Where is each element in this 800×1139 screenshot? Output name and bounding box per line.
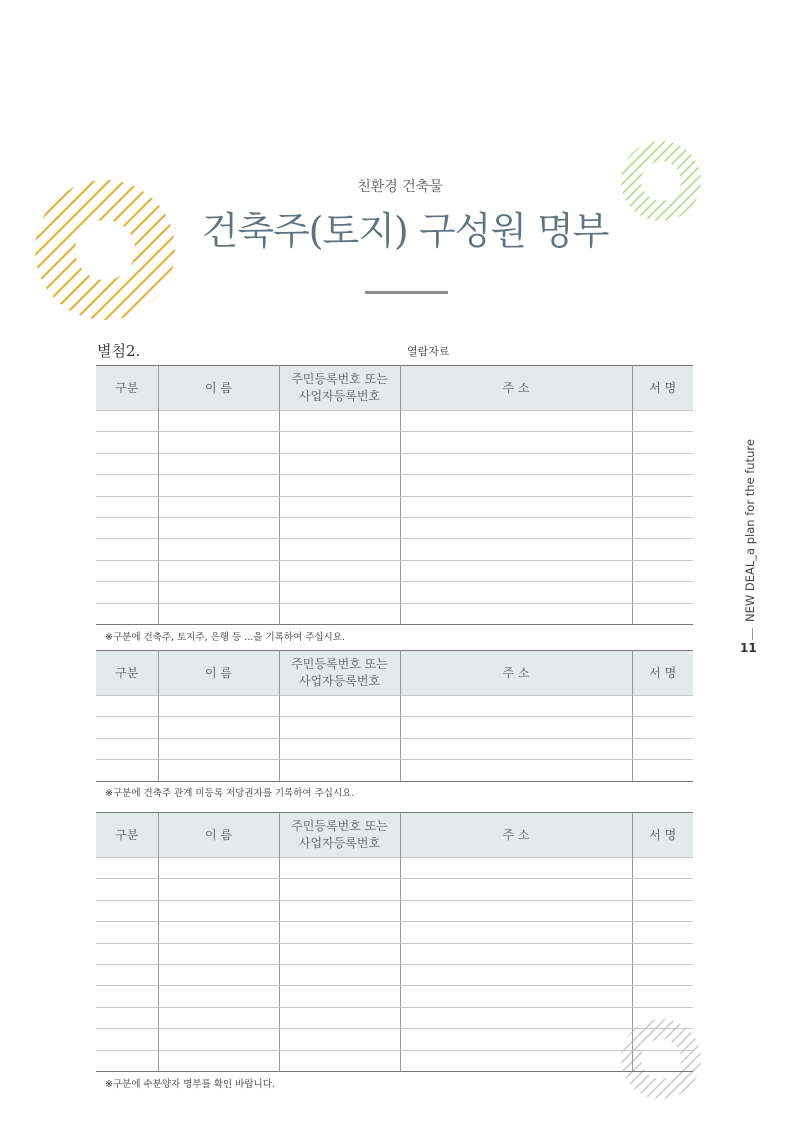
address-cell[interactable]	[400, 517, 632, 538]
name-cell[interactable]	[158, 943, 279, 964]
address-cell[interactable]	[400, 582, 632, 603]
category-cell[interactable]	[96, 539, 158, 560]
id-number-cell[interactable]	[279, 475, 400, 496]
name-cell[interactable]	[158, 900, 279, 921]
address-cell[interactable]	[400, 560, 632, 581]
public-label: 열람자료	[407, 345, 450, 358]
page-title: 건축주(토지) 구성원 명부	[201, 209, 609, 253]
table-body	[96, 696, 693, 782]
header-signature: 서 명	[632, 651, 693, 696]
address-cell[interactable]	[400, 738, 632, 759]
category-cell[interactable]	[96, 1029, 158, 1050]
table-header-row	[96, 651, 693, 696]
header-signature: 서 명	[632, 366, 693, 411]
id-number-cell[interactable]	[279, 964, 400, 985]
name-cell[interactable]	[158, 717, 279, 738]
category-cell[interactable]	[96, 717, 158, 738]
id-number-cell[interactable]	[279, 900, 400, 921]
table-row	[96, 696, 693, 717]
header-id-line2: 사업자등록번호	[298, 389, 381, 403]
category-cell[interactable]	[96, 475, 158, 496]
table-note-2: ※구분에 건축주 관계 미등록 저당권자를 기록하여 주십시요.	[105, 788, 355, 799]
id-number-cell[interactable]	[279, 560, 400, 581]
signature-cell[interactable]	[632, 603, 693, 624]
name-cell[interactable]	[158, 453, 279, 474]
table-row	[96, 517, 693, 538]
id-number-cell[interactable]	[279, 539, 400, 560]
name-cell[interactable]	[158, 986, 279, 1007]
table-row	[96, 582, 693, 603]
signature-cell[interactable]	[632, 900, 693, 921]
id-number-cell[interactable]	[279, 738, 400, 759]
id-number-cell[interactable]	[279, 986, 400, 1007]
address-cell[interactable]	[400, 1007, 632, 1028]
table-note-1: ※구분에 건축주, 토지주, 은행 등 ...을 기록하여 주십시요.	[105, 632, 345, 643]
signature-cell[interactable]	[632, 453, 693, 474]
table-row	[96, 560, 693, 581]
address-cell[interactable]	[400, 603, 632, 624]
table-row	[96, 1029, 693, 1050]
signature-cell[interactable]	[632, 517, 693, 538]
signature-cell[interactable]	[632, 432, 693, 453]
name-cell[interactable]	[158, 1029, 279, 1050]
table-row	[96, 603, 693, 624]
address-cell[interactable]	[400, 986, 632, 1007]
name-cell[interactable]	[158, 411, 279, 432]
address-cell[interactable]	[400, 760, 632, 781]
signature-cell[interactable]	[632, 475, 693, 496]
address-cell[interactable]	[400, 964, 632, 985]
name-cell[interactable]	[158, 582, 279, 603]
table-row	[96, 964, 693, 985]
address-cell[interactable]	[400, 879, 632, 900]
name-cell[interactable]	[158, 539, 279, 560]
header-name: 이 름	[158, 651, 279, 696]
category-cell[interactable]	[96, 1050, 158, 1071]
side-tagline-text: NEW DEAL_a plan for the future	[743, 439, 757, 622]
category-cell[interactable]	[96, 738, 158, 759]
header-id-number	[279, 651, 400, 696]
address-cell[interactable]	[400, 411, 632, 432]
signature-cell[interactable]	[632, 964, 693, 985]
signature-cell[interactable]	[632, 879, 693, 900]
signature-cell[interactable]	[632, 943, 693, 964]
category-cell[interactable]	[96, 517, 158, 538]
signature-cell[interactable]	[632, 560, 693, 581]
id-number-cell[interactable]	[279, 879, 400, 900]
id-number-cell[interactable]	[279, 1050, 400, 1071]
signature-cell[interactable]	[632, 717, 693, 738]
member-table-2	[96, 650, 693, 782]
name-cell[interactable]	[158, 1050, 279, 1071]
attachment-label: 별첨2.	[97, 342, 141, 360]
id-number-cell[interactable]	[279, 943, 400, 964]
signature-cell[interactable]	[632, 922, 693, 943]
id-number-cell[interactable]	[279, 717, 400, 738]
header-id-line2: 사업자등록번호	[298, 836, 381, 850]
address-cell[interactable]	[400, 432, 632, 453]
category-cell[interactable]	[96, 986, 158, 1007]
category-cell[interactable]	[96, 964, 158, 985]
page-number: 11	[740, 641, 757, 655]
name-cell[interactable]	[158, 696, 279, 717]
category-cell[interactable]	[96, 858, 158, 879]
table-body	[96, 411, 693, 625]
table-row	[96, 539, 693, 560]
category-cell[interactable]	[96, 879, 158, 900]
signature-cell[interactable]	[632, 1029, 693, 1050]
signature-cell[interactable]	[632, 738, 693, 759]
name-cell[interactable]	[158, 1007, 279, 1028]
id-number-cell[interactable]	[279, 1007, 400, 1028]
category-cell[interactable]	[96, 603, 158, 624]
header-category: 구분	[96, 813, 158, 858]
name-cell[interactable]	[158, 760, 279, 781]
signature-cell[interactable]	[632, 1050, 693, 1071]
category-cell[interactable]	[96, 900, 158, 921]
name-cell[interactable]	[158, 432, 279, 453]
address-cell[interactable]	[400, 900, 632, 921]
header-id-number	[279, 813, 400, 858]
name-cell[interactable]	[158, 858, 279, 879]
address-cell[interactable]	[400, 943, 632, 964]
table-header-row	[96, 813, 693, 858]
category-cell[interactable]	[96, 432, 158, 453]
address-cell[interactable]	[400, 922, 632, 943]
table-row	[96, 760, 693, 781]
name-cell[interactable]	[158, 496, 279, 517]
category-cell[interactable]	[96, 453, 158, 474]
name-cell[interactable]	[158, 922, 279, 943]
header-id-line1: 주민등록번호 또는	[291, 657, 388, 671]
category-cell[interactable]	[96, 411, 158, 432]
id-number-cell[interactable]	[279, 453, 400, 474]
table-row	[96, 1050, 693, 1071]
table-body	[96, 858, 693, 1072]
id-number-cell[interactable]	[279, 411, 400, 432]
address-cell[interactable]	[400, 717, 632, 738]
id-number-cell[interactable]	[279, 760, 400, 781]
table-row	[96, 717, 693, 738]
name-cell[interactable]	[158, 964, 279, 985]
address-cell[interactable]	[400, 453, 632, 474]
table-note-3: ※구분에 수분양자 명부를 확인 바랍니다.	[105, 1079, 275, 1090]
header-name: 이 름	[158, 813, 279, 858]
signature-cell[interactable]	[632, 696, 693, 717]
category-cell[interactable]	[96, 922, 158, 943]
signature-cell[interactable]	[632, 539, 693, 560]
id-number-cell[interactable]	[279, 582, 400, 603]
header-address: 주 소	[400, 366, 632, 411]
table-row	[96, 900, 693, 921]
table-row	[96, 411, 693, 432]
id-number-cell[interactable]	[279, 858, 400, 879]
category-cell[interactable]	[96, 496, 158, 517]
header-category: 구분	[96, 366, 158, 411]
signature-cell[interactable]	[632, 760, 693, 781]
page-subtitle: 친환경 건축물	[357, 179, 443, 195]
id-number-cell[interactable]	[279, 603, 400, 624]
table-row	[96, 432, 693, 453]
category-cell[interactable]	[96, 1007, 158, 1028]
header-id-line1: 주민등록번호 또는	[291, 372, 388, 386]
name-cell[interactable]	[158, 560, 279, 581]
id-number-cell[interactable]	[279, 1029, 400, 1050]
category-cell[interactable]	[96, 560, 158, 581]
signature-cell[interactable]	[632, 986, 693, 1007]
id-number-cell[interactable]	[279, 922, 400, 943]
table-row	[96, 475, 693, 496]
category-cell[interactable]	[96, 696, 158, 717]
category-cell[interactable]	[96, 943, 158, 964]
address-cell[interactable]	[400, 496, 632, 517]
name-cell[interactable]	[158, 475, 279, 496]
header-name: 이 름	[158, 366, 279, 411]
address-cell[interactable]	[400, 1050, 632, 1071]
side-tagline	[742, 439, 762, 625]
member-table-1	[96, 365, 693, 625]
table-row	[96, 922, 693, 943]
category-cell[interactable]	[96, 760, 158, 781]
header-signature: 서 명	[632, 813, 693, 858]
signature-cell[interactable]	[632, 582, 693, 603]
title-underline	[365, 291, 448, 294]
signature-cell[interactable]	[632, 1007, 693, 1028]
side-divider	[752, 628, 753, 640]
id-number-cell[interactable]	[279, 432, 400, 453]
table-row	[96, 986, 693, 1007]
table-row	[96, 738, 693, 759]
header-address: 주 소	[400, 651, 632, 696]
name-cell[interactable]	[158, 517, 279, 538]
table-row	[96, 943, 693, 964]
address-cell[interactable]	[400, 1029, 632, 1050]
name-cell[interactable]	[158, 738, 279, 759]
id-number-cell[interactable]	[279, 496, 400, 517]
table-row	[96, 879, 693, 900]
category-cell[interactable]	[96, 582, 158, 603]
address-cell[interactable]	[400, 475, 632, 496]
name-cell[interactable]	[158, 603, 279, 624]
member-table-3	[96, 812, 693, 1072]
id-number-cell[interactable]	[279, 696, 400, 717]
address-cell[interactable]	[400, 858, 632, 879]
signature-cell[interactable]	[632, 858, 693, 879]
signature-cell[interactable]	[632, 496, 693, 517]
name-cell[interactable]	[158, 879, 279, 900]
table-header-row	[96, 366, 693, 411]
address-cell[interactable]	[400, 539, 632, 560]
header-address: 주 소	[400, 813, 632, 858]
header-id-number	[279, 366, 400, 411]
header-category: 구분	[96, 651, 158, 696]
table-row	[96, 453, 693, 474]
table-row	[96, 858, 693, 879]
address-cell[interactable]	[400, 696, 632, 717]
id-number-cell[interactable]	[279, 517, 400, 538]
signature-cell[interactable]	[632, 411, 693, 432]
header-id-line2: 사업자등록번호	[298, 674, 381, 688]
table-row	[96, 496, 693, 517]
table-row	[96, 1007, 693, 1028]
header-id-line1: 주민등록번호 또는	[291, 819, 388, 833]
